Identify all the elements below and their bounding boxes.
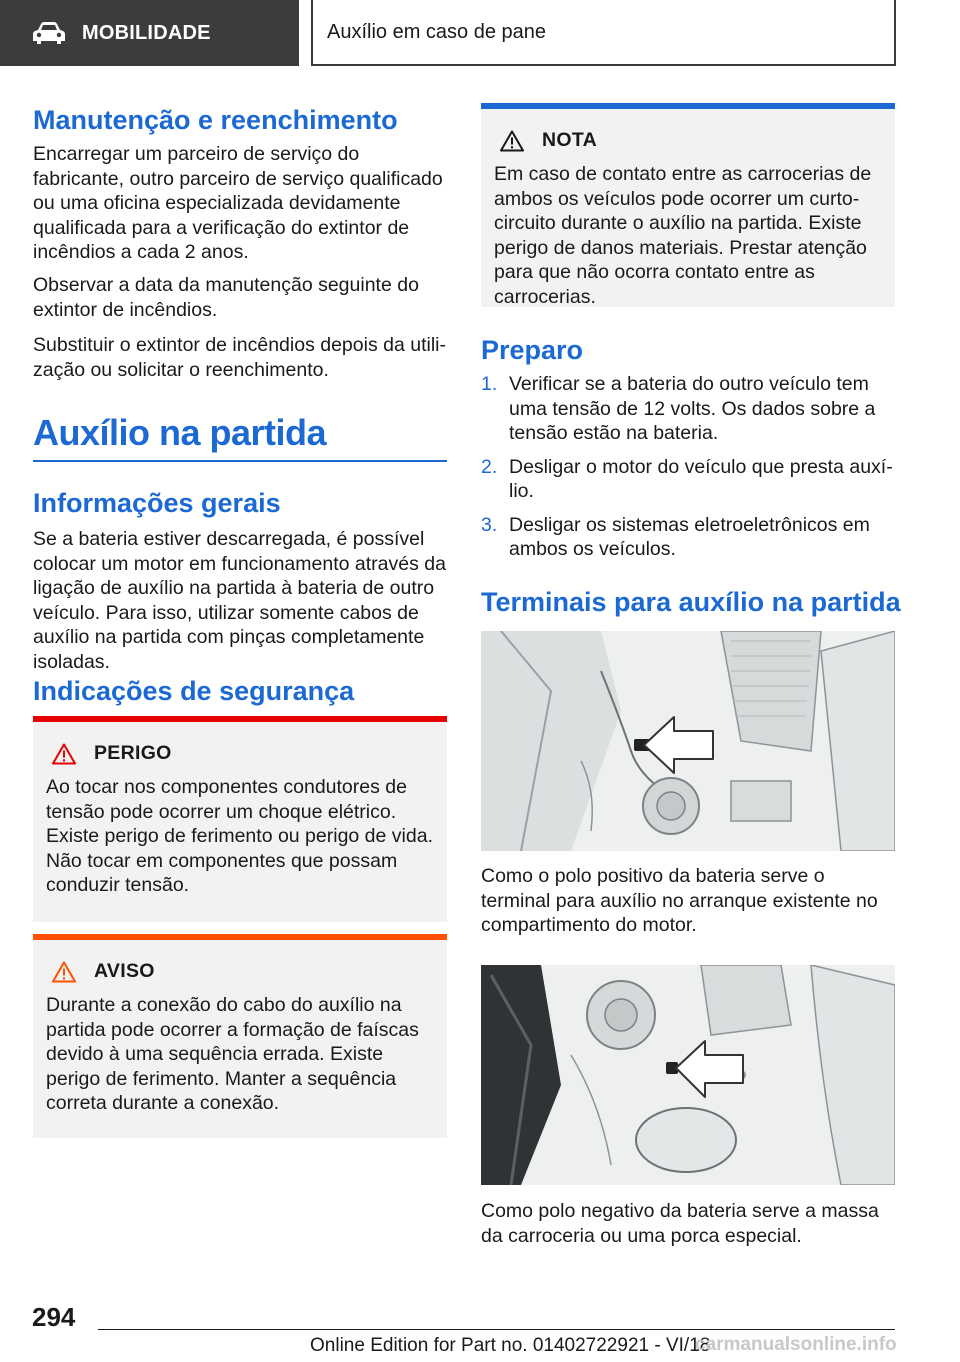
safety-heading: Indicações de segurança	[33, 676, 355, 706]
step-number: 2.	[481, 455, 498, 478]
danger-notice-title: PERIGO	[94, 742, 172, 764]
step-item	[481, 513, 895, 562]
step-item	[481, 372, 895, 446]
step-item	[481, 455, 895, 504]
general-info-paragraph: Se a bateria estiver descarregada, é possível colocar um motor em funcionamento através da ligação de auxílio na partida à bateria de outro veículo. Para isso, utilizar somente cabos de auxílio na partida com pinças completamente isoladas.	[33, 528, 446, 673]
page-number: 294	[32, 1302, 76, 1332]
header-topic-box	[311, 0, 896, 66]
engine-bay-photo-positive	[481, 631, 895, 851]
preparation-steps	[481, 372, 895, 571]
car-icon	[32, 21, 66, 45]
preparation-heading: Preparo	[481, 335, 584, 365]
header-topic-label: Auxílio em caso de pane	[327, 20, 547, 43]
header-section-tab[interactable]	[0, 0, 299, 66]
maintenance-paragraph-2: Observar a data da manutenção seguinte do extintor de incêndios.	[33, 274, 419, 321]
footer-edition: Online Edition for Part no. 01402722921 - VI/18	[310, 1335, 711, 1356]
warning-triangle-icon	[52, 743, 76, 765]
general-info-heading: Informações gerais	[33, 488, 281, 518]
maintenance-paragraph-3: Substituir o extintor de incêndios depois da utilização ou solicitar o reenchimento.	[33, 334, 446, 381]
note-notice-text: Em caso de contato entre as carrocerias de ambos os veículos pode ocorrer um curto-circuito durante o auxílio na partida. Existe perigo de danos materiais. Prestar atenção para que não ocorra contato entre as carrocerias.	[494, 163, 872, 308]
note-notice	[481, 103, 895, 307]
jump-start-heading: Auxílio na partida	[33, 412, 327, 453]
page-header	[0, 0, 960, 66]
step-text: Verificar se a bateria do outro veículo tem uma tensão de 12 volts. Os dados sobre a tensão estão na bateria.	[509, 373, 876, 444]
warning-notice	[33, 934, 447, 1138]
photo-caption-positive: Como o polo positivo da bateria serve o terminal para auxílio no arranque existente no compartimento do motor.	[481, 865, 878, 936]
maintenance-paragraph-1: Encarregar um parceiro de serviço do fabricante, outro parceiro de serviço qualificado ou uma oficina especializada devidamente qualificada para a verificação do extintor de incêndios a cada 2 anos.	[33, 143, 443, 263]
warning-notice-header	[46, 960, 434, 983]
step-number: 3.	[481, 513, 498, 536]
warning-triangle-icon	[52, 961, 76, 983]
header-section-label: MOBILIDADE	[82, 21, 211, 44]
engine-bay-photo-negative	[481, 965, 895, 1185]
step-number: 1.	[481, 373, 498, 395]
footer-divider	[98, 1329, 895, 1330]
danger-notice-header	[46, 742, 434, 765]
warning-notice-title: AVISO	[94, 960, 155, 982]
note-notice-title: NOTA	[542, 129, 597, 151]
footer-watermark[interactable]: carmanualsonline.info	[695, 1334, 897, 1355]
danger-notice	[33, 716, 447, 922]
terminals-heading: Terminais para auxílio na partida	[481, 587, 901, 617]
maintenance-heading: Manutenção e reenchimento	[33, 105, 398, 135]
photo-caption-negative: Como polo negativo da bateria serve a massa da carroceria ou uma porca especial.	[481, 1200, 879, 1247]
step-text: Desligar o motor do veículo que presta auxílio.	[509, 455, 893, 502]
warning-triangle-icon	[500, 130, 524, 152]
note-notice-header	[494, 129, 882, 152]
warning-notice-text: Durante a conexão do cabo do auxílio na partida pode ocorrer a formação de faíscas devido à uma sequência errada. Existe perigo de ferimento. Manter a sequência correta durante a conexão.	[46, 994, 419, 1114]
danger-notice-text: Ao tocar nos componentes condutores de tensão pode ocorrer um choque elétrico. Existe perigo de ferimento ou perigo de vida. Não tocar em componentes que possam conduzir tensão.	[46, 776, 433, 896]
heading-divider	[33, 460, 447, 462]
step-text: Desligar os sistemas eletroeletrônicos em ambos os veículos.	[509, 513, 870, 560]
